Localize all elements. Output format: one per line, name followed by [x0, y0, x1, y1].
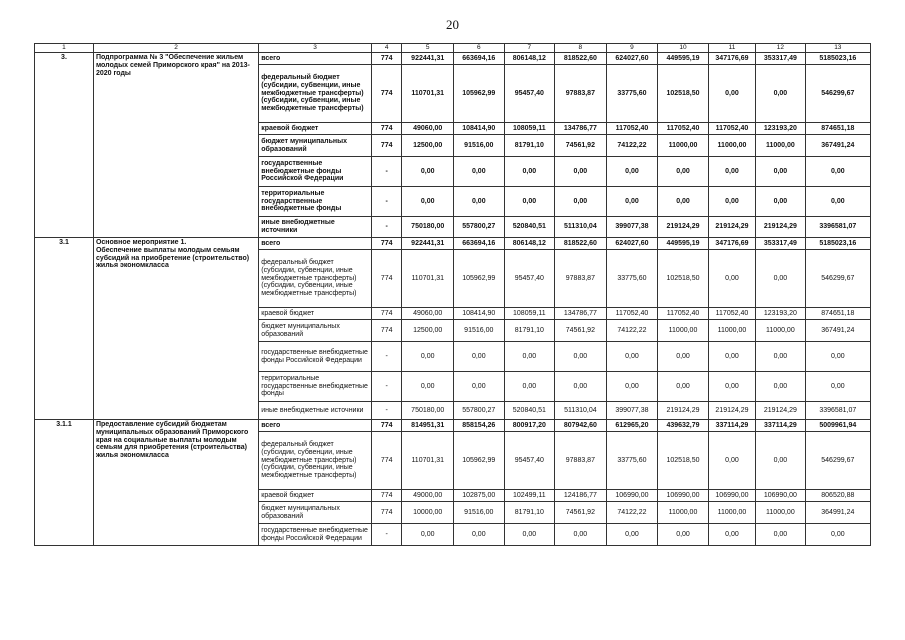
grbs-cell: 774: [371, 238, 402, 250]
value-cell: 0,00: [606, 187, 658, 217]
column-number-cell: 10: [658, 44, 709, 53]
value-cell: 0,00: [756, 157, 805, 187]
value-cell: 663694,16: [454, 238, 505, 250]
value-cell: 814951,31: [402, 420, 454, 432]
value-cell: 10000,00: [402, 502, 454, 524]
value-cell: 0,00: [756, 250, 805, 308]
value-cell: 806148,12: [504, 238, 555, 250]
table-row: [35, 238, 871, 250]
value-cell: 91516,00: [454, 135, 505, 157]
value-cell: 0,00: [454, 524, 505, 546]
value-cell: 105962,99: [454, 65, 505, 123]
budget-table: [34, 43, 871, 546]
grbs-cell: 774: [371, 250, 402, 308]
value-cell: 520840,51: [504, 402, 555, 420]
value-cell: 117052,40: [658, 308, 709, 320]
value-cell: 0,00: [504, 157, 555, 187]
value-cell: 219124,29: [658, 402, 709, 420]
value-cell: 33775,60: [606, 65, 658, 123]
funding-source-cell: краевой бюджет: [259, 490, 372, 502]
value-cell: 612965,20: [606, 420, 658, 432]
value-cell: 106990,00: [756, 490, 805, 502]
value-cell: 110701,31: [402, 65, 454, 123]
grbs-cell: -: [371, 342, 402, 372]
funding-source-cell: федеральный бюджет (субсидии, субвенции, иные межбюджетные трансферты) (субсидии, субвенции, иные межбюджетные трансферты): [259, 250, 372, 308]
value-cell: 546299,67: [805, 250, 870, 308]
item-name-line: Предоставление субсидий бюджетам муниципальных образований Приморского края на социальные выплаты молодым семьям для приобретения (строительства) жилья экономкласса: [95, 421, 249, 460]
funding-source-cell: государственные внебюджетные фонды Российской Федерации: [259, 342, 372, 372]
funding-source-cell: бюджет муниципальных образований: [259, 320, 372, 342]
value-cell: 74561,92: [555, 135, 607, 157]
value-cell: 0,00: [708, 524, 755, 546]
funding-source-cell: всего: [259, 420, 372, 432]
value-cell: 0,00: [606, 157, 658, 187]
column-number-cell: 13: [805, 44, 870, 53]
grbs-cell: -: [371, 524, 402, 546]
value-cell: 0,00: [504, 342, 555, 372]
grbs-cell: 774: [371, 432, 402, 490]
value-cell: 219124,29: [756, 217, 805, 238]
value-cell: 806148,12: [504, 53, 555, 65]
value-cell: 0,00: [756, 524, 805, 546]
value-cell: 347176,69: [708, 238, 755, 250]
value-cell: 97883,87: [555, 65, 607, 123]
value-cell: 0,00: [756, 65, 805, 123]
grbs-cell: 774: [371, 490, 402, 502]
value-cell: 546299,67: [805, 432, 870, 490]
value-cell: 624027,60: [606, 238, 658, 250]
value-cell: 11000,00: [708, 320, 755, 342]
value-cell: 0,00: [454, 157, 505, 187]
item-name-line: Подпрограмма № 3 "Обеспечение жильем молодых семей Приморского края" на 2013-2020 годы: [95, 54, 250, 77]
value-cell: 0,00: [805, 187, 870, 217]
value-cell: 105962,99: [454, 250, 505, 308]
value-cell: 557800,27: [454, 217, 505, 238]
value-cell: 108414,90: [454, 308, 505, 320]
value-cell: 0,00: [555, 372, 607, 402]
value-cell: 520840,51: [504, 217, 555, 238]
value-cell: 0,00: [658, 187, 709, 217]
value-cell: 922441,31: [402, 238, 454, 250]
value-cell: 0,00: [708, 250, 755, 308]
grbs-cell: 774: [371, 308, 402, 320]
value-cell: 110701,31: [402, 432, 454, 490]
column-number-cell: 3: [259, 44, 372, 53]
value-cell: 0,00: [504, 187, 555, 217]
value-cell: 0,00: [708, 65, 755, 123]
value-cell: 0,00: [454, 342, 505, 372]
value-cell: 0,00: [606, 342, 658, 372]
grbs-cell: 774: [371, 135, 402, 157]
value-cell: 818522,60: [555, 238, 607, 250]
value-cell: 353317,49: [756, 53, 805, 65]
column-number-cell: 2: [93, 44, 258, 53]
grbs-cell: -: [371, 372, 402, 402]
value-cell: 91516,00: [454, 320, 505, 342]
grbs-cell: 774: [371, 65, 402, 123]
value-cell: 0,00: [658, 342, 709, 372]
value-cell: 74122,22: [606, 320, 658, 342]
value-cell: 337114,29: [708, 420, 755, 432]
funding-source-cell: иные внебюджетные источники: [259, 217, 372, 238]
value-cell: 33775,60: [606, 250, 658, 308]
funding-source-cell: территориальные государственные внебюджетные фонды: [259, 187, 372, 217]
funding-source-cell: всего: [259, 238, 372, 250]
value-cell: 800917,20: [504, 420, 555, 432]
value-cell: 511310,04: [555, 217, 607, 238]
value-cell: 0,00: [805, 372, 870, 402]
funding-source-cell: бюджет муниципальных образований: [259, 502, 372, 524]
value-cell: 874651,18: [805, 308, 870, 320]
value-cell: 106990,00: [658, 490, 709, 502]
value-cell: 106990,00: [606, 490, 658, 502]
value-cell: 74561,92: [555, 320, 607, 342]
value-cell: 110701,31: [402, 250, 454, 308]
funding-source-cell: государственные внебюджетные фонды Российской Федерации: [259, 157, 372, 187]
value-cell: 0,00: [756, 342, 805, 372]
value-cell: 0,00: [708, 432, 755, 490]
value-cell: 117052,40: [708, 308, 755, 320]
value-cell: 95457,40: [504, 65, 555, 123]
value-cell: 81791,10: [504, 502, 555, 524]
value-cell: 49000,00: [402, 490, 454, 502]
value-cell: 108414,90: [454, 123, 505, 135]
value-cell: 11000,00: [658, 135, 709, 157]
value-cell: 134786,77: [555, 308, 607, 320]
value-cell: 750180,00: [402, 217, 454, 238]
funding-source-cell: всего: [259, 53, 372, 65]
item-code-cell: 3.1: [35, 238, 94, 420]
value-cell: 0,00: [805, 157, 870, 187]
item-name-cell: [93, 420, 258, 546]
value-cell: 624027,60: [606, 53, 658, 65]
funding-source-cell: территориальные государственные внебюджетные фонды: [259, 372, 372, 402]
value-cell: 117052,40: [606, 308, 658, 320]
value-cell: 449595,19: [658, 53, 709, 65]
value-cell: 11000,00: [708, 502, 755, 524]
value-cell: 5185023,16: [805, 238, 870, 250]
value-cell: 0,00: [402, 342, 454, 372]
table-row: [35, 420, 871, 432]
value-cell: 0,00: [555, 524, 607, 546]
column-number-row: [35, 44, 871, 53]
value-cell: 750180,00: [402, 402, 454, 420]
funding-source-cell: федеральный бюджет (субсидии, субвенции, иные межбюджетные трансферты) (субсидии, субвенции, иные межбюджетные трансферты): [259, 432, 372, 490]
value-cell: 97883,87: [555, 250, 607, 308]
value-cell: 663694,16: [454, 53, 505, 65]
value-cell: 0,00: [555, 157, 607, 187]
value-cell: 511310,04: [555, 402, 607, 420]
value-cell: 818522,60: [555, 53, 607, 65]
value-cell: 49060,00: [402, 308, 454, 320]
funding-source-cell: государственные внебюджетные фонды Российской Федерации: [259, 524, 372, 546]
column-number-cell: 9: [606, 44, 658, 53]
value-cell: 546299,67: [805, 65, 870, 123]
value-cell: 0,00: [402, 187, 454, 217]
value-cell: 108059,11: [504, 123, 555, 135]
value-cell: 74122,22: [606, 135, 658, 157]
value-cell: 922441,31: [402, 53, 454, 65]
value-cell: 81791,10: [504, 320, 555, 342]
value-cell: 0,00: [454, 187, 505, 217]
value-cell: 0,00: [658, 372, 709, 402]
value-cell: 117052,40: [658, 123, 709, 135]
grbs-cell: -: [371, 217, 402, 238]
grbs-cell: 774: [371, 420, 402, 432]
value-cell: 102518,50: [658, 250, 709, 308]
value-cell: 874651,18: [805, 123, 870, 135]
value-cell: 108059,11: [504, 308, 555, 320]
value-cell: 12500,00: [402, 135, 454, 157]
value-cell: 0,00: [555, 187, 607, 217]
funding-source-cell: федеральный бюджет (субсидии, субвенции, иные межбюджетные трансферты) (субсидии, субвенции, иные межбюджетные трансферты): [259, 65, 372, 123]
item-name-cell: [93, 238, 258, 420]
grbs-cell: -: [371, 187, 402, 217]
column-number-cell: 11: [708, 44, 755, 53]
value-cell: 123193,20: [756, 308, 805, 320]
value-cell: 11000,00: [658, 502, 709, 524]
page-number: 20: [446, 17, 459, 32]
value-cell: 95457,40: [504, 432, 555, 490]
value-cell: 439632,79: [658, 420, 709, 432]
value-cell: 134786,77: [555, 123, 607, 135]
column-number-cell: 1: [35, 44, 94, 53]
value-cell: 219124,29: [756, 402, 805, 420]
value-cell: 106990,00: [708, 490, 755, 502]
value-cell: 12500,00: [402, 320, 454, 342]
grbs-cell: 774: [371, 53, 402, 65]
value-cell: 74561,92: [555, 502, 607, 524]
value-cell: 0,00: [402, 372, 454, 402]
value-cell: 337114,29: [756, 420, 805, 432]
value-cell: 807942,60: [555, 420, 607, 432]
value-cell: 102518,50: [658, 432, 709, 490]
value-cell: 0,00: [756, 187, 805, 217]
value-cell: 3396581,07: [805, 402, 870, 420]
column-number-cell: 12: [756, 44, 805, 53]
value-cell: 858154,26: [454, 420, 505, 432]
value-cell: 0,00: [756, 432, 805, 490]
value-cell: 33775,60: [606, 432, 658, 490]
value-cell: 0,00: [658, 157, 709, 187]
value-cell: 0,00: [805, 524, 870, 546]
value-cell: 11000,00: [756, 502, 805, 524]
value-cell: 0,00: [708, 372, 755, 402]
grbs-cell: -: [371, 402, 402, 420]
value-cell: 5009961,94: [805, 420, 870, 432]
value-cell: 102875,00: [454, 490, 505, 502]
funding-source-cell: краевой бюджет: [259, 308, 372, 320]
value-cell: 0,00: [504, 372, 555, 402]
value-cell: 399077,38: [606, 217, 658, 238]
column-number-cell: 6: [454, 44, 505, 53]
value-cell: 124186,77: [555, 490, 607, 502]
item-code-cell: 3.: [35, 53, 94, 238]
value-cell: 97883,87: [555, 432, 607, 490]
value-cell: 102518,50: [658, 65, 709, 123]
value-cell: 49060,00: [402, 123, 454, 135]
value-cell: 353317,49: [756, 238, 805, 250]
value-cell: 81791,10: [504, 135, 555, 157]
grbs-cell: 774: [371, 502, 402, 524]
item-name-line: Обеспечение выплаты молодым семьям субсидий на приобретение (строительство) жилья экономкласса: [95, 246, 250, 270]
value-cell: 0,00: [756, 372, 805, 402]
grbs-cell: 774: [371, 320, 402, 342]
column-number-cell: 5: [402, 44, 454, 53]
value-cell: 0,00: [708, 342, 755, 372]
table-row: [35, 53, 871, 65]
value-cell: 11000,00: [658, 320, 709, 342]
funding-source-cell: краевой бюджет: [259, 123, 372, 135]
value-cell: 11000,00: [756, 320, 805, 342]
value-cell: 367491,24: [805, 135, 870, 157]
value-cell: 105962,99: [454, 432, 505, 490]
value-cell: 0,00: [454, 372, 505, 402]
item-name-line: Основное мероприятие 1.: [95, 239, 187, 246]
grbs-cell: 774: [371, 123, 402, 135]
value-cell: 0,00: [805, 342, 870, 372]
column-number-cell: 4: [371, 44, 402, 53]
value-cell: 0,00: [402, 524, 454, 546]
value-cell: 102499,11: [504, 490, 555, 502]
value-cell: 0,00: [504, 524, 555, 546]
value-cell: 117052,40: [606, 123, 658, 135]
funding-source-cell: иные внебюджетные источники: [259, 402, 372, 420]
value-cell: 399077,38: [606, 402, 658, 420]
value-cell: 5185023,16: [805, 53, 870, 65]
value-cell: 219124,29: [708, 402, 755, 420]
value-cell: 91516,00: [454, 502, 505, 524]
value-cell: 364991,24: [805, 502, 870, 524]
value-cell: 0,00: [708, 187, 755, 217]
value-cell: 123193,20: [756, 123, 805, 135]
grbs-cell: -: [371, 157, 402, 187]
value-cell: 219124,29: [708, 217, 755, 238]
value-cell: 0,00: [658, 524, 709, 546]
value-cell: 557800,27: [454, 402, 505, 420]
value-cell: 219124,29: [658, 217, 709, 238]
value-cell: 0,00: [606, 524, 658, 546]
value-cell: 11000,00: [756, 135, 805, 157]
value-cell: 11000,00: [708, 135, 755, 157]
value-cell: 95457,40: [504, 250, 555, 308]
value-cell: 0,00: [555, 342, 607, 372]
value-cell: 0,00: [402, 157, 454, 187]
value-cell: 0,00: [708, 157, 755, 187]
item-code-cell: 3.1.1: [35, 420, 94, 546]
value-cell: 0,00: [606, 372, 658, 402]
value-cell: 449595,19: [658, 238, 709, 250]
value-cell: 3396581,07: [805, 217, 870, 238]
column-number-cell: 7: [504, 44, 555, 53]
value-cell: 367491,24: [805, 320, 870, 342]
item-name-cell: [93, 53, 258, 238]
value-cell: 74122,22: [606, 502, 658, 524]
funding-source-cell: бюджет муниципальных образований: [259, 135, 372, 157]
value-cell: 806520,88: [805, 490, 870, 502]
column-number-cell: 8: [555, 44, 607, 53]
value-cell: 347176,69: [708, 53, 755, 65]
value-cell: 117052,40: [708, 123, 755, 135]
